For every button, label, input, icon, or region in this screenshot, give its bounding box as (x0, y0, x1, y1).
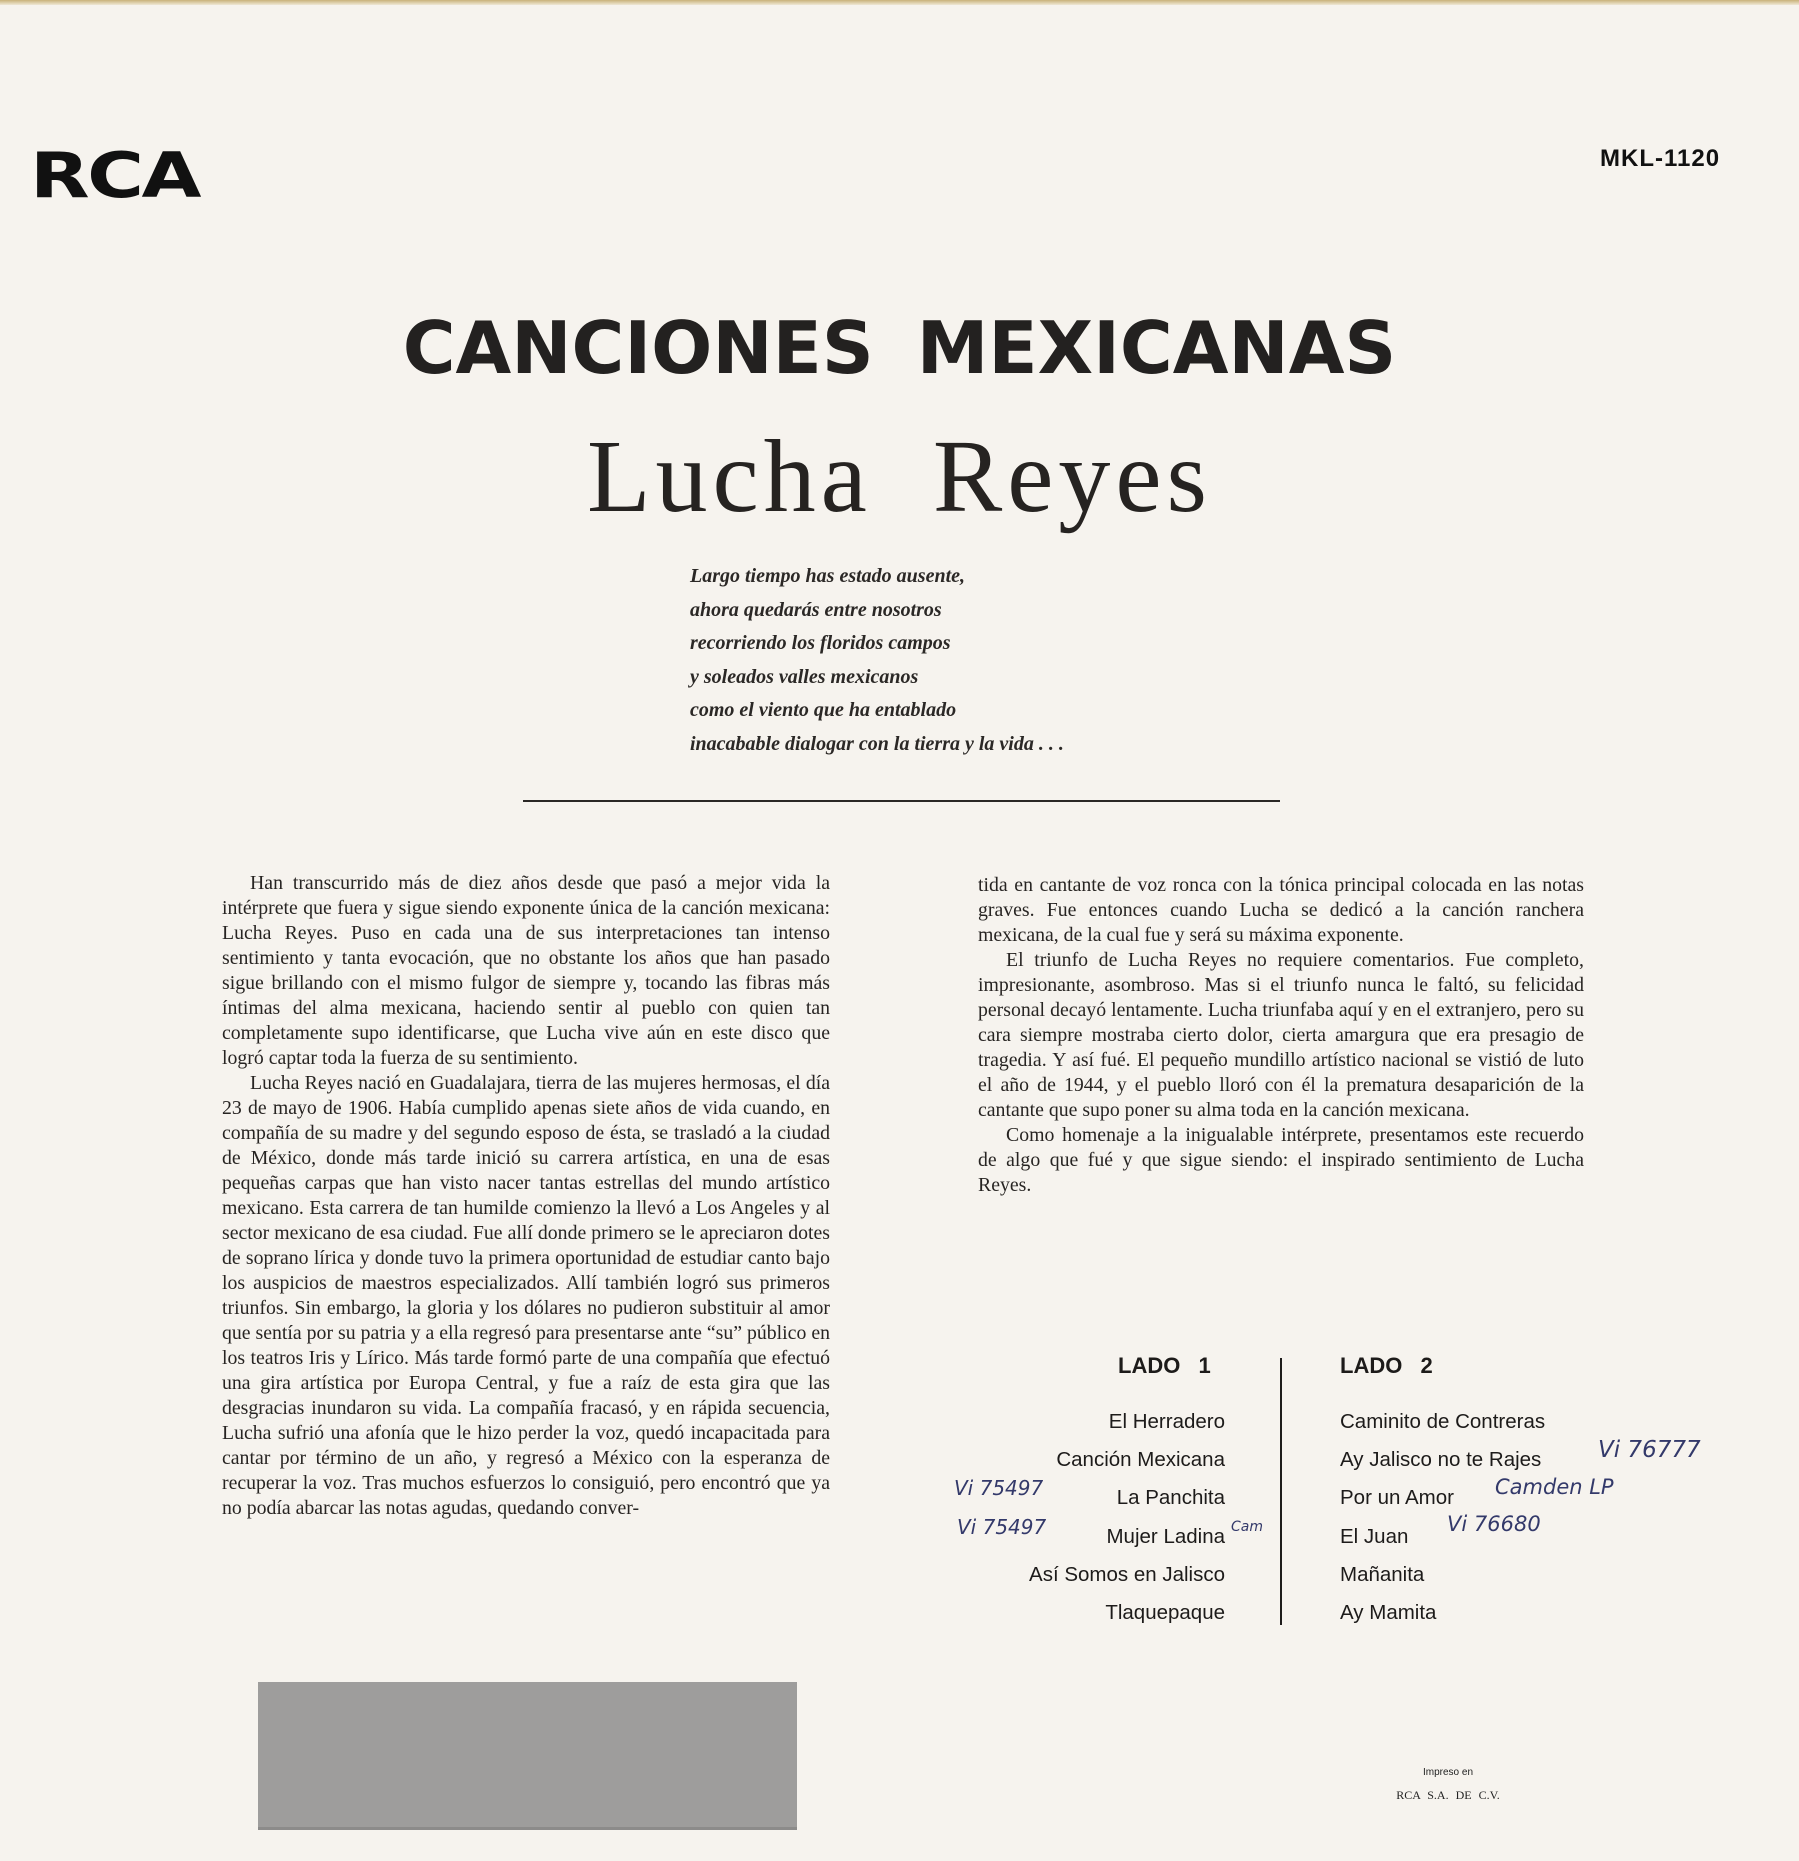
paragraph: El triunfo de Lucha Reyes no requiere comentarios. Fue completo, impresionante, asombroso. Mas si el triunfo nunca le faltó, su felicidad personal decayó lentamente. Lucha triunfaba aquí y en el extranjero, pero su cara siempre mostraba cierto dolor, cierta amargura que era presagio de tragedia. Y así fué. El pequeño mundillo artístico nacional se vistió de luto el año de 1944, y el pueblo lloró con él la prematura desaparición de la cantante que supo poner su alma toda en la canción mexicana. (978, 949, 1584, 1121)
price-sticker-area (258, 1682, 797, 1830)
poem-line: y soleados valles mexicanos (690, 665, 919, 688)
track: La Panchita (1116, 1486, 1225, 1510)
poem-line: recorriendo los floridos campos (690, 632, 951, 654)
handwritten-note: Vi 75497 (957, 1515, 1047, 1539)
paragraph: tida en cantante de voz ronca con la tónica principal colocada en las notas graves. Fue entonces cuando Lucha se dedicó a la canción ranchera mexicana, de la cual fue y será su máxima exponente. (978, 874, 1584, 946)
track: Tlaquepaque (1105, 1601, 1225, 1625)
imprint-line: Impreso en (1422, 1767, 1474, 1778)
paragraph: Como homenaje a la inigualable intérprete, presentamos este recuerdo de algo que fué y que sigue siendo: el inspirado sentimiento de Lucha Reyes. (978, 1124, 1584, 1196)
handwritten-note: Vi 75497 (954, 1476, 1044, 1500)
rca-logo: RCA (30, 139, 200, 212)
liner-notes-left (222, 871, 830, 1521)
side-divider (1280, 1358, 1282, 1625)
handwritten-note: Cam (1231, 1519, 1263, 1535)
track: El Juan (1340, 1524, 1409, 1548)
divider-rule (523, 800, 1280, 802)
poem-line: inacabable dialogar con la tierra y la vida . . . (690, 732, 1064, 755)
track: Mañanita (1340, 1562, 1425, 1586)
imprint-line: RCA S.A. DE C.V. (1396, 1788, 1500, 1802)
track: El Herradero (1108, 1410, 1225, 1433)
artist-name: Lucha Reyes (586, 419, 1212, 534)
handwritten-note: Vi 76680 (1447, 1512, 1541, 1536)
track: Por un Amor (1340, 1486, 1454, 1510)
handwritten-note: Camden LP (1495, 1475, 1614, 1499)
paragraph: Lucha Reyes nació en Guadalajara, tierra de las mujeres hermosas, el día 23 de mayo de 1906. Había cumplido apenas siete años de vida cuando, en compañía de su madre y del segundo esposo de ésta, se trasladó a la ciudad de México, donde más tarde inició su carrera artística, en una de esas pequeñas carpas que han visto nacer tantas estrellas del mundo artístico mexicano. Esta carrera de tan humilde comienzo la llevó a Los Angeles y al sector mexicano de esa ciudad. Fue allí donde primero se le apreciaron dotes de soprano lírica y donde tuvo la primera oportunidad de estudiar canto bajo los auspicios de maestros especializados. Allí también logró sus primeros triunfos. Sin embargo, la gloria y los dólares no pudieron substituir al amor que sentía por su patria y a ella regresó para presentarse ante “su” público en los teatros Iris y Lírico. Más tarde formó parte de una compañía que efectuó una gira artística por Europa Central, y fue a raíz de esta gira que las desgracias inundaron su vida. La compañía fracasó, y en rápida secuencia, Lucha sufrió una afonía que le hizo perder la voz, quedó incapacitada para cantar por término de un año, y regresó a México con la esperanza de recuperar la voz. Tras muchos esfuerzos lo consiguió, pero encontró que ya no podía abarcar las notas agudas, quedando conver- (222, 1072, 830, 1519)
album-title: CANCIONES MEXICANAS (402, 306, 1397, 390)
poem-line: ahora quedarás entre nosotros (690, 598, 942, 621)
side-1-heading: LADO 1 (1118, 1353, 1211, 1378)
poem-line: como el viento que ha entablado (690, 699, 957, 721)
track: Canción Mexicana (1056, 1448, 1225, 1472)
catalog-number: MKL-1120 (1600, 145, 1721, 172)
track: Caminito de Contreras (1340, 1410, 1546, 1433)
poem (690, 560, 1064, 761)
track: Ay Jalisco no te Rajes (1340, 1448, 1542, 1472)
track: Ay Mamita (1340, 1601, 1437, 1625)
side-1-tracklist (1029, 1403, 1225, 1632)
track: Así Somos en Jalisco (1029, 1562, 1225, 1586)
handwritten-note: Vi 76777 (1598, 1437, 1701, 1463)
imprint (1388, 1762, 1508, 1806)
liner-notes-right (978, 873, 1584, 1198)
track: Mujer Ladina (1106, 1524, 1225, 1548)
poem-line: Largo tiempo has estado ausente, (690, 565, 966, 587)
paragraph: Han transcurrido más de diez años desde que pasó a mejor vida la intérprete que fuera y sigue siendo exponente única de la canción mexicana: Lucha Reyes. Puso en cada una de sus interpretaciones tan intenso sentimiento y tanta evocación, que no obstante los años que han pasado sigue brillando con el mismo fulgor de siempre y, tocando las fibras más íntimas del alma mexicana, haciendo sentir al pueblo con quien tan completamente supo identificarse, que Lucha vive aún en este disco que logró captar toda la fuerza de su sentimiento. (222, 872, 830, 1069)
side-2-heading: LADO 2 (1340, 1353, 1433, 1378)
top-edge (0, 0, 1799, 5)
